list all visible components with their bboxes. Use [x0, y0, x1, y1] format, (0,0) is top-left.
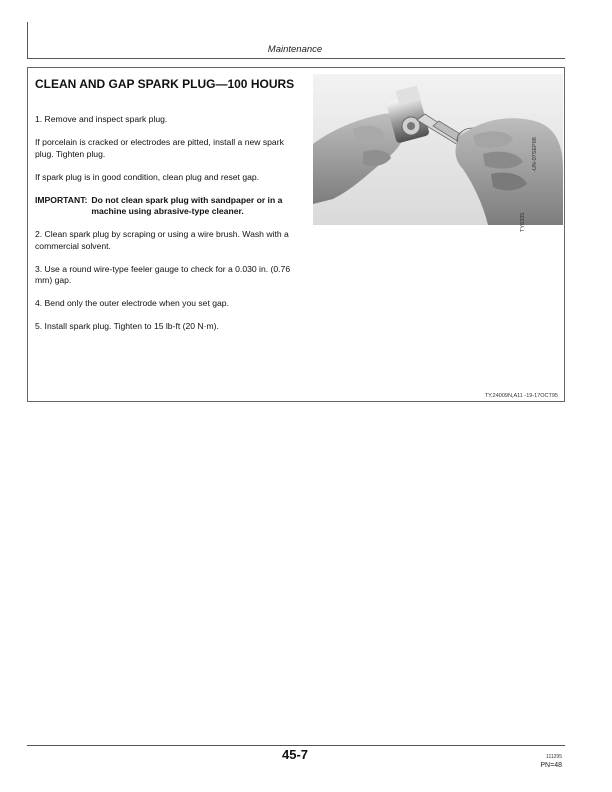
step-5: 5. Install spark plug. Tighten to 15 lb-ft (20 N·m). [35, 321, 219, 331]
section-title: CLEAN AND GAP SPARK PLUG—100 HOURS [35, 77, 295, 91]
reference-code: TY,24009N,A11 -19-17OCT95 [484, 393, 558, 399]
photo-code-right: -UN-07SEP88 [532, 137, 538, 172]
spark-plug-illustration [313, 74, 563, 225]
porcelain-note: If porcelain is cracked or electrodes are pitted, install a new spark plug. Tighten plug. [35, 137, 284, 159]
spark-plug-photo [313, 74, 563, 225]
good-condition-note: If spark plug is in good condition, clean plug and reset gap. [35, 171, 260, 182]
section-label: Maintenance [267, 44, 323, 55]
important-text: Do not clean spark plug with sandpaper or in a machine using abrasive-type cleaner. [91, 194, 283, 216]
page-number: 45-7 [281, 747, 309, 762]
content-box [27, 67, 565, 402]
important-label: IMPORTANT: [35, 194, 88, 205]
page-code: PN=48 [540, 762, 562, 769]
footer-rule [27, 745, 565, 746]
document-date: 111295 [546, 754, 562, 760]
photo-code-left: TY6335 [520, 212, 526, 232]
step-1: 1. Remove and inspect spark plug. [35, 114, 168, 124]
step-4: 4. Bend only the outer electrode when you set gap. [35, 298, 229, 308]
step-2: 2. Clean spark plug by scraping or using a wire brush. Wash with a commercial solvent. [35, 229, 289, 251]
instructions [35, 114, 295, 344]
important-note [35, 195, 295, 218]
step-3: 3. Use a round wire-type feeler gauge to check for a 0.030 in. (0.76 mm) gap. [35, 263, 291, 285]
header-rule [27, 58, 565, 59]
